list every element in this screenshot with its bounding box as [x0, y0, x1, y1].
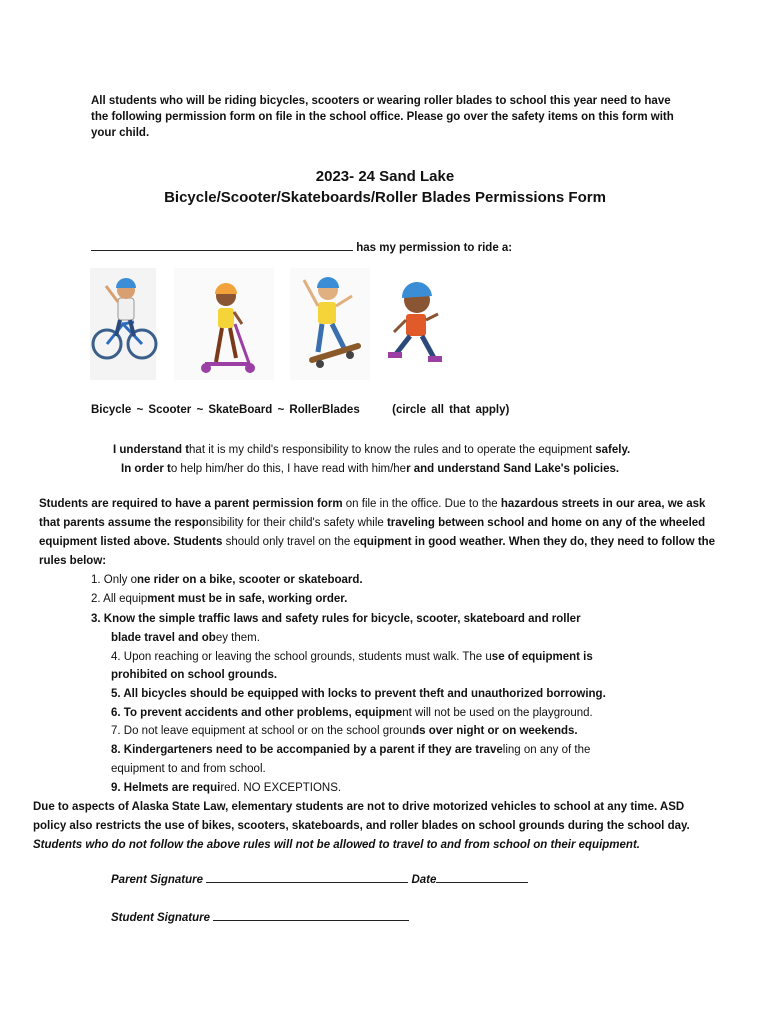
student-signature-label: Student Signature	[111, 912, 211, 924]
option-separator: ~	[196, 404, 204, 416]
rule-3-c: ey them.	[215, 632, 260, 644]
rule-4	[111, 648, 593, 667]
option-skateboard[interactable]: SkateBoard	[208, 404, 273, 416]
rule-4-cont: prohibited on school grounds.	[111, 669, 278, 681]
illustrations	[90, 266, 450, 384]
equipment-options	[91, 404, 509, 416]
rule-3: 3. Know the simple traffic laws and safety rules for bicycle, scooter, skateboard and roller	[91, 613, 581, 625]
policies-bold: r and understand Sand Lake's policies.	[406, 463, 620, 475]
option-separator: ~	[136, 404, 144, 416]
student-signature-blank[interactable]	[213, 920, 409, 921]
boy-on-bicycle-icon	[90, 268, 156, 380]
understand-line-1	[113, 441, 630, 460]
boy-on-skateboard-icon	[290, 268, 370, 380]
permission-text: has my permission to ride a:	[356, 242, 513, 254]
rule-1-b: ne rider on a bike, scooter or skateboard.	[137, 574, 363, 586]
rule-6	[111, 704, 593, 723]
in-order-text: o help him/her do this, I have read with him/he	[170, 463, 407, 475]
rule-8-b: ling on any of the	[502, 744, 591, 756]
rule-3-cont	[111, 629, 260, 648]
option-bicycle[interactable]: Bicycle	[91, 404, 132, 416]
closing-law: Due to aspects of Alaska State Law, elementary students are not to drive motorized vehicles to school at any time. ASD	[33, 801, 685, 813]
option-separator: ~	[277, 404, 285, 416]
permission-line	[91, 242, 512, 254]
form-title: Bicycle/Scooter/Skateboards/Roller Blades Permissions Form	[164, 189, 606, 206]
rule-6-a: 6. To prevent accidents and other problems, equipme	[111, 707, 403, 719]
rules-intro-e: traveling between school and home on any of the wheeled equipment listed above. Students	[39, 517, 706, 548]
rules-intro-d: nsibility for their child's safety while	[205, 517, 387, 529]
rule-2-a: 2. All equip	[91, 593, 148, 605]
rule-8-cont: equipment to and from school.	[111, 763, 266, 775]
parent-signature-label: Parent Signature	[111, 874, 204, 886]
parent-signature-row	[111, 874, 528, 886]
rules-intro-f: should only travel on the e	[222, 536, 360, 548]
rules-intro-g: quipment in good weather. When they do, they need to follow the rules below:	[39, 536, 716, 567]
intro-paragraph: All students who will be riding bicycles, scooters or wearing roller blades to school this year need to have the following permission form on file in the school office. Please go over the safety items on this form with your child.	[91, 95, 674, 139]
rules-intro-a: Students are required to have a parent permission form	[39, 498, 343, 510]
student-signature-row	[111, 912, 409, 924]
rule-9-a: 9. Helmets are requi	[111, 782, 221, 794]
rules-intro-b: on file in the office. Due to the	[342, 498, 501, 510]
option-rollerblades[interactable]: RollerBlades	[289, 404, 360, 416]
date-label: Date	[411, 874, 437, 886]
rule-8-a: 8. Kindergarteners need to be accompanied by a parent if they are trave	[111, 744, 503, 756]
understand-safely: safely.	[595, 444, 631, 456]
rule-4-b: se of equipment is	[491, 651, 593, 663]
parent-signature-blank[interactable]	[206, 882, 408, 883]
understand-text: hat it is my child's responsibility to know the rules and to operate the equipment	[189, 444, 596, 456]
rule-7	[111, 722, 578, 741]
student-name-blank[interactable]	[91, 250, 353, 251]
rule-2	[91, 590, 347, 609]
understand-line-2	[121, 460, 619, 479]
option-scooter[interactable]: Scooter	[148, 404, 192, 416]
closing-warning: Students who do not follow the above rules will not be allowed to travel to and from school on their equipment.	[33, 839, 640, 851]
closing-policy: policy also restricts the use of bikes, scooters, skateboards, and roller blades on school grounds during the school day.	[33, 820, 690, 832]
rules-intro-c: hazardous streets in our area, we ask that parents assume the respo	[39, 498, 706, 529]
rule-1	[91, 571, 363, 590]
rule-7-a: 7. Do not leave equipment at school or on the school groun	[111, 725, 413, 737]
girl-on-scooter-icon	[174, 268, 274, 380]
rule-9	[111, 779, 341, 798]
rules-intro-paragraph	[39, 495, 719, 571]
rule-9-b: red. NO EXCEPTIONS.	[220, 782, 342, 794]
date-blank[interactable]	[436, 882, 528, 883]
rule-2-b: ment must be in safe, working order.	[147, 593, 348, 605]
rule-8	[111, 741, 590, 760]
rule-4-a: 4. Upon reaching or leaving the school grounds, students must walk. The u	[111, 651, 492, 663]
rule-1-a: 1. Only o	[91, 574, 138, 586]
rule-3-b: blade travel and ob	[111, 632, 216, 644]
understand-bold: I understand t	[113, 444, 190, 456]
form-title-year: 2023- 24 Sand Lake	[315, 168, 455, 185]
rule-5: 5. All bicycles should be equipped with locks to prevent theft and unauthorized borrowing.	[111, 688, 606, 700]
in-order-bold: In order t	[121, 463, 171, 475]
boy-on-rollerblades-icon	[382, 268, 448, 380]
circle-instruction: (circle all that apply)	[392, 404, 510, 416]
rule-6-b: nt will not be used on the playground.	[402, 707, 593, 719]
rule-7-b: ds over night or on weekends.	[412, 725, 578, 737]
